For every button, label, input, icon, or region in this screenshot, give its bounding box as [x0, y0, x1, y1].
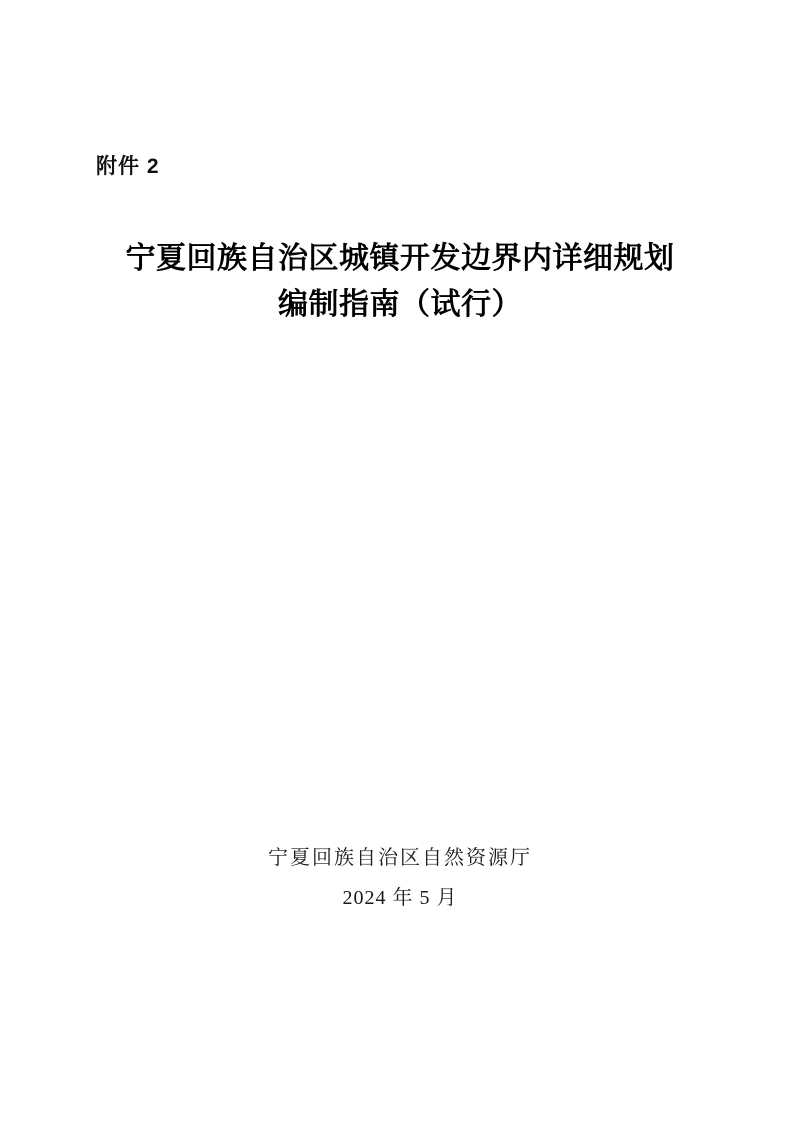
publication-date: 2024 年 5 月 [342, 887, 458, 909]
attachment-label: 附件 2 [96, 155, 160, 178]
title-line-2: 编制指南（试行） [278, 288, 522, 321]
document-title [0, 236, 800, 328]
title-line-1: 宁夏回族自治区城镇开发边界内详细规划 [125, 242, 675, 275]
publisher-name: 宁夏回族自治区自然资源厅 [268, 847, 532, 869]
